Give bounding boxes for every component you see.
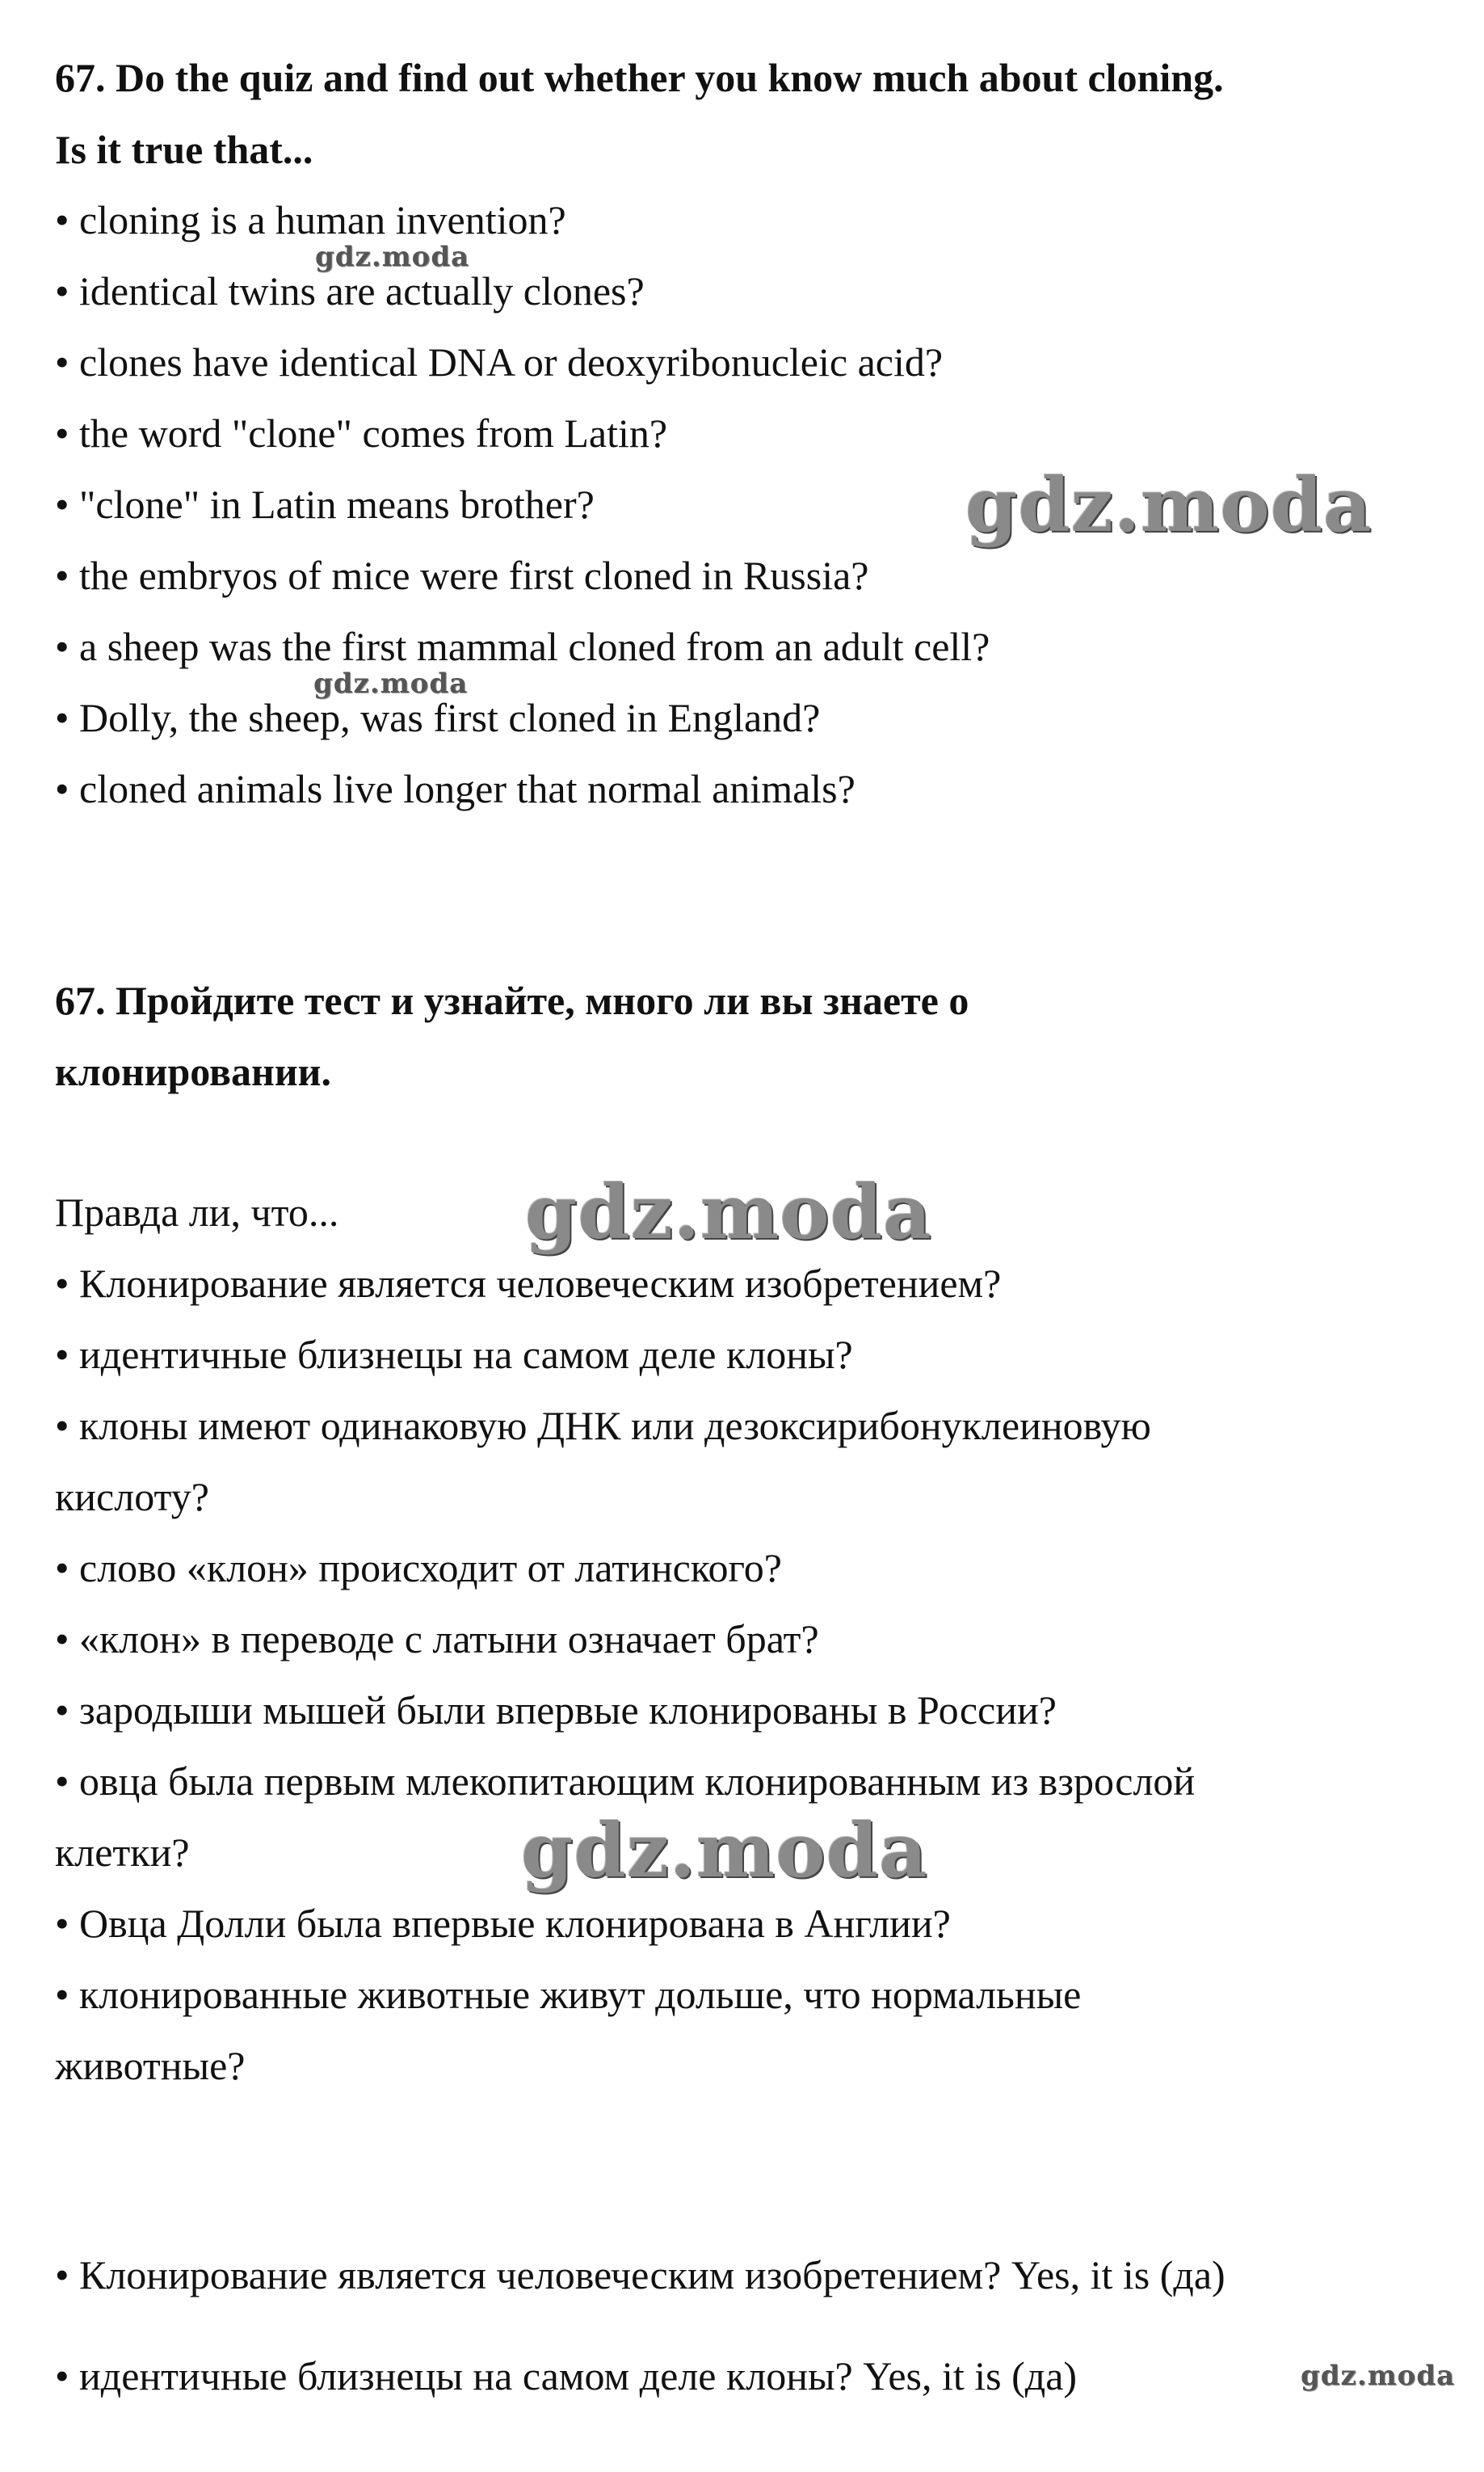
russian-title-line-2: клонировании. — [55, 1049, 331, 1094]
watermark: gdz.moda — [315, 241, 470, 273]
english-quiz-item: • cloned animals live longer that normal animals? — [55, 766, 856, 811]
russian-quiz-line: • клонированные животные живут дольше, что нормальные — [55, 1972, 1082, 2017]
english-title-line-2: Is it true that... — [55, 127, 313, 172]
english-quiz-item: • the word "clone" comes from Latin? — [55, 411, 668, 456]
russian-quiz-line: • зародыши мышей были впервые клонированы в России? — [55, 1687, 1057, 1733]
russian-quiz-line: • идентичные близнецы на самом деле клоны? — [55, 1332, 853, 1377]
russian-quiz-line: • «клон» в переводе с латыни означает брат? — [55, 1616, 819, 1661]
english-quiz-item: • cloning is a human invention? — [55, 197, 566, 242]
english-quiz-item: • "clone" in Latin means brother? — [55, 482, 595, 527]
english-quiz-item: • a sheep was the first mammal cloned from an adult cell? — [55, 624, 990, 669]
watermark: gdz.moda — [965, 461, 1373, 549]
watermark: gdz.moda — [313, 667, 469, 700]
russian-quiz-line: • слово «клон» происходит от латинского? — [55, 1545, 782, 1590]
english-quiz-item: • Dolly, the sheep, was first cloned in England? — [55, 695, 821, 740]
russian-title-line-1: 67. Пройдите тест и узнайте, много ли вы знаете о — [55, 978, 969, 1023]
watermark: gdz.moda — [525, 1169, 932, 1256]
english-quiz-item: • the embryos of mice were first cloned in Russia? — [55, 553, 869, 598]
russian-quiz-line: • клоны имеют одинаковую ДНК или дезоксирибонуклеиновую — [55, 1403, 1151, 1448]
english-quiz-item: • identical twins are actually clones? — [55, 268, 645, 314]
answer-line: • идентичные близнецы на самом деле клоны? Yes, it is (да) — [55, 2353, 1078, 2398]
watermark: gdz.moda — [521, 1807, 928, 1894]
english-title-line-1: 67. Do the quiz and find out whether you know much about cloning. — [55, 55, 1224, 100]
russian-intro: Правда ли, что... — [55, 1190, 339, 1235]
russian-quiz-line: животные? — [55, 2043, 246, 2088]
watermark: gdz.moda — [1301, 2360, 1456, 2392]
russian-quiz-line: • овца была первым млекопитающим клонированным из взрослой — [55, 1758, 1196, 1804]
english-quiz-item: • clones have identical DNA or deoxyribonucleic acid? — [55, 339, 944, 385]
russian-quiz-line: • Овца Долли была впервые клонирована в Англии? — [55, 1901, 951, 1946]
russian-quiz-line: клетки? — [55, 1830, 190, 1875]
russian-quiz-line: кислоту? — [55, 1474, 209, 1519]
russian-quiz-line: • Клонирование является человеческим изобретением? — [55, 1261, 1002, 1306]
answer-line: • Клонирование является человеческим изобретением? Yes, it is (да) — [55, 2252, 1225, 2297]
